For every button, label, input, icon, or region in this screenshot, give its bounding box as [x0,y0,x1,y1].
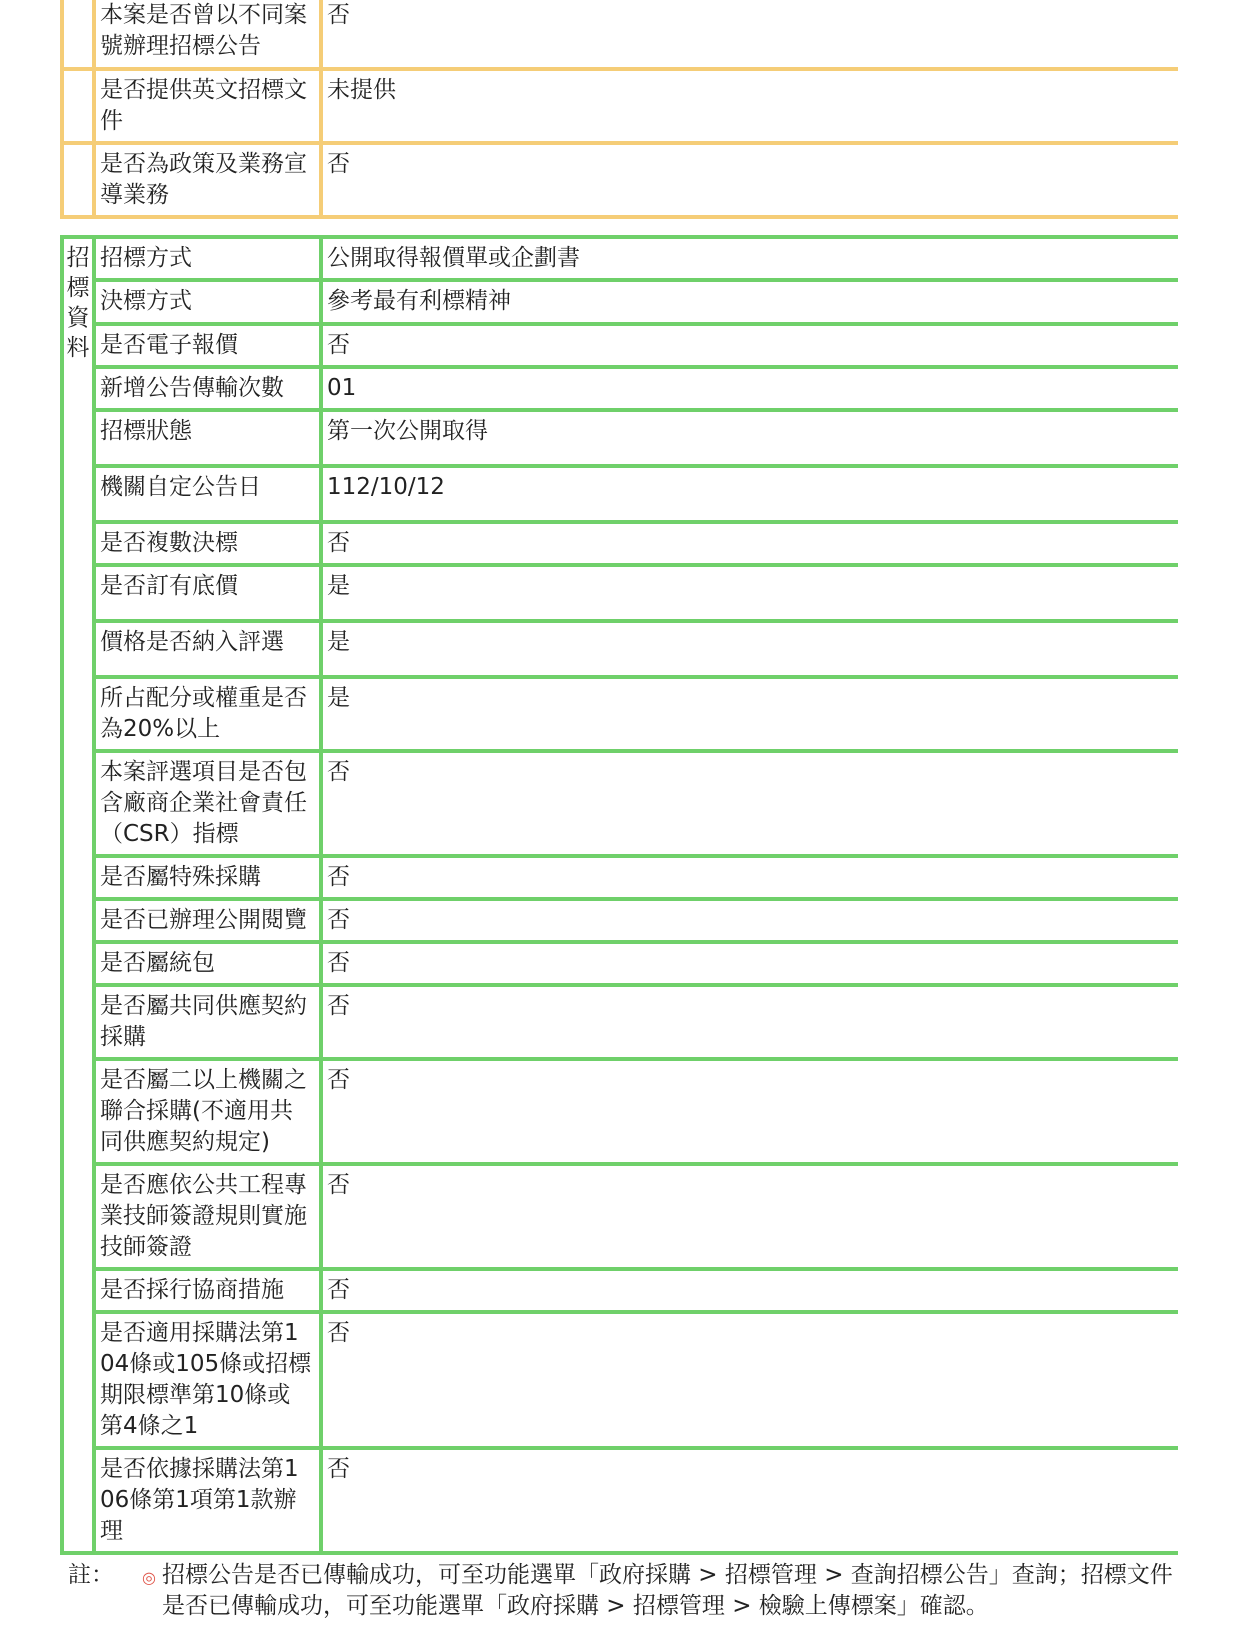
row-value: 是 [321,565,1178,621]
row-label: 是否應依公共工程專業技師簽證規則實施技師簽證 [94,1164,321,1269]
row-label: 價格是否納入評選 [94,621,321,677]
table-row [62,677,1178,751]
row-value: 是 [321,677,1178,751]
row-value: 否 [321,1448,1178,1553]
row-value: 是 [321,621,1178,677]
row-label: 是否屬統包 [94,942,321,985]
row-label: 招標方式 [94,237,321,280]
table-row [62,1059,1178,1164]
row-label: 招標狀態 [94,410,321,466]
row-label: 決標方式 [94,280,321,324]
row-value: 參考最有利標精神 [321,280,1178,324]
row-value: 第一次公開取得 [321,410,1178,466]
table-row [62,69,1178,143]
section-side-label: 招標資料 [62,237,94,1553]
table-row [62,942,1178,985]
row-label: 是否採行協商措施 [94,1269,321,1312]
row-label: 機關自定公告日 [94,466,321,522]
row-value: 否 [321,899,1178,942]
table-row [62,143,1178,217]
row-label: 本案是否曾以不同案號辦理招標公告 [94,0,321,69]
table-row [62,751,1178,856]
row-label: 是否屬共同供應契約採購 [94,985,321,1059]
side-spacer [62,0,94,69]
row-label: 是否訂有底價 [94,565,321,621]
tender-info-table [60,235,1178,1555]
side-spacer [62,69,94,143]
row-label: 是否適用採購法第104條或105條或招標期限標準第10條或第4條之1 [94,1312,321,1448]
table-row [62,410,1178,466]
row-value: 未提供 [321,69,1178,143]
table-row [62,1448,1178,1553]
row-value: 否 [321,1164,1178,1269]
table-row [62,237,1178,280]
row-value: 否 [321,751,1178,856]
table-row [62,1164,1178,1269]
row-value: 否 [321,143,1178,217]
row-label: 是否依據採購法第106條第1項第1款辦理 [94,1448,321,1553]
table-row [62,0,1178,69]
table-row [62,522,1178,565]
row-label: 所占配分或權重是否為20%以上 [94,677,321,751]
row-label: 新增公告傳輸次數 [94,367,321,410]
row-label: 是否電子報價 [94,324,321,367]
footnote-label: 註： [68,1562,114,1588]
footnote-text: 招標公告是否已傳輸成功，可至功能選單「政府採購 > 招標管理 > 查詢招標公告」查詢；招標文件是否已傳輸成功，可至功能選單「政府採購 > 招標管理 > 檢驗上傳標案」確認。 [162,1562,1173,1619]
bullet-icon: ◎ [142,1568,156,1587]
row-value: 否 [321,324,1178,367]
table-row [62,856,1178,899]
top-info-table [60,0,1178,219]
table-row [62,985,1178,1059]
footnote-body [142,1560,1178,1622]
row-value: 否 [321,1312,1178,1448]
table-row [62,899,1178,942]
table-row [62,367,1178,410]
row-label: 是否屬特殊採購 [94,856,321,899]
row-value: 否 [321,1059,1178,1164]
row-value: 否 [321,985,1178,1059]
row-value: 否 [321,522,1178,565]
row-value: 否 [321,1269,1178,1312]
row-label: 本案評選項目是否包含廠商企業社會責任（CSR）指標 [94,751,321,856]
row-value: 公開取得報價單或企劃書 [321,237,1178,280]
row-label: 是否複數決標 [94,522,321,565]
row-label: 是否為政策及業務宣導業務 [94,143,321,217]
table-row [62,1312,1178,1448]
row-value: 112/10/12 [321,466,1178,522]
row-value: 01 [321,367,1178,410]
row-label: 是否已辦理公開閱覽 [94,899,321,942]
table-row [62,565,1178,621]
side-spacer [62,143,94,217]
table-row [62,280,1178,324]
row-value: 否 [321,0,1178,69]
table-row [62,466,1178,522]
table-row [62,324,1178,367]
row-value: 否 [321,856,1178,899]
row-value: 否 [321,942,1178,985]
row-label: 是否提供英文招標文件 [94,69,321,143]
footnote [68,1560,1178,1622]
row-label: 是否屬二以上機關之聯合採購(不適用共同供應契約規定) [94,1059,321,1164]
table-row [62,1269,1178,1312]
table-row [62,621,1178,677]
